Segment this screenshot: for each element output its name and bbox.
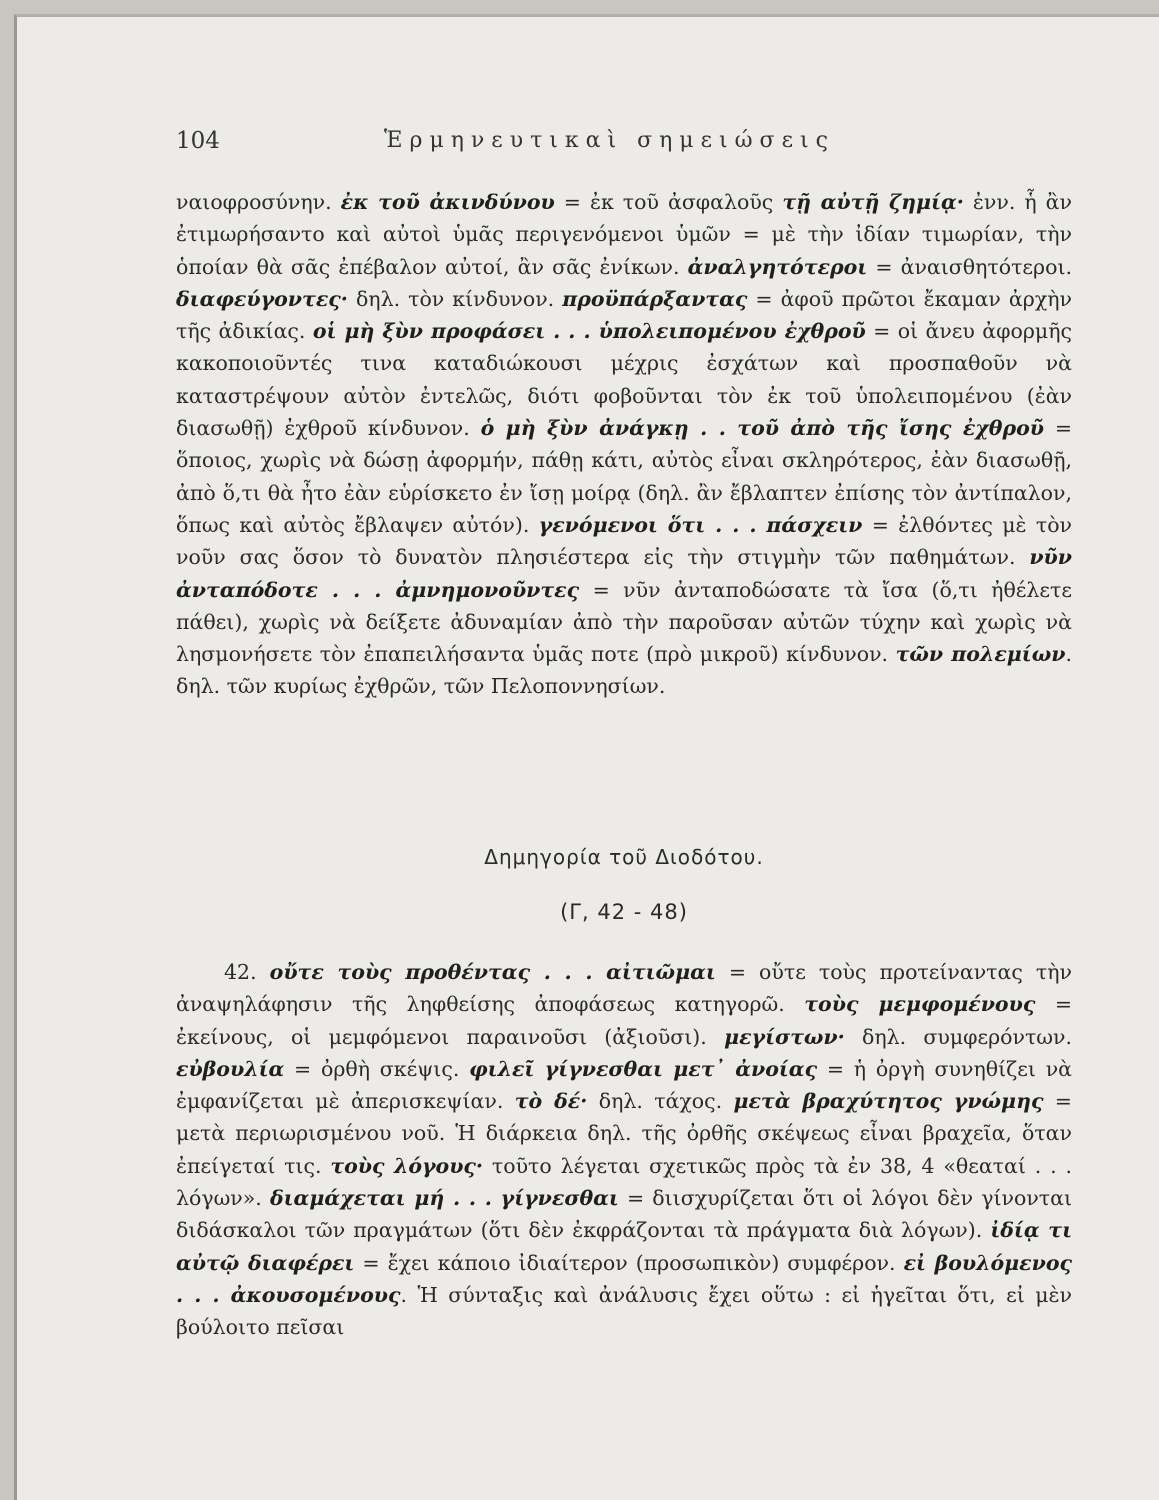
gloss-text: = ἔχει κάποιο ἰδιαίτερον (προσωπικὸν) συμφέρον. <box>354 1250 904 1275</box>
lemma-term: εὐβουλία <box>176 1056 285 1081</box>
gloss-text: = ἐκείνους, οἱ μεμφόμενοι παραινοῦσι (ἀξιοῦσι). <box>176 992 1072 1049</box>
gloss-text: = ἀναισθητότεροι. <box>867 254 1072 279</box>
lemma-term: οἱ μὴ ξὺν προφάσει . . . ὑπολειπομένου ἐχθροῦ <box>312 319 866 344</box>
lemma-term: μεγίστων· <box>724 1024 845 1049</box>
lemma-term: τῶν πολεμίων <box>895 642 1066 667</box>
gloss-text: = οὔτε τοὺς προτείναντας τὴν ἀναψηλάφησιν τῆς ληφθείσης ἀποφάσεως κατηγορῶ. <box>176 960 1072 1017</box>
gloss-text: τοῦτο λέγεται σχετικῶς πρὸς τὰ ἐν 38, 4 «θεαταί . . . λόγων». <box>176 1153 1072 1211</box>
lemma-term: νῦν ἀνταπόδοτε . . . ἀμνημονοῦντες <box>176 545 1072 602</box>
gloss-text: δηλ. τάχος. <box>587 1089 734 1114</box>
gloss-text: = ὀρθὴ σκέψις. <box>284 1056 470 1081</box>
gloss-text: δηλ. συμφερόντων. <box>844 1024 1073 1049</box>
page-number: 104 <box>176 128 220 154</box>
gloss-text: ναιοφροσύνην. <box>176 190 341 214</box>
running-title: Ἑρμηνευτικαὶ σημειώσεις <box>384 128 835 153</box>
lemma-term: τῇ αὐτῇ ζημίᾳ· <box>782 190 964 214</box>
commentary-block-2 <box>176 956 1072 1344</box>
gloss-text: = ἀφοῦ πρῶτοι ἔκαμαν ἀρχὴν τῆς ἀδικίας. <box>176 286 1072 344</box>
gloss-text: = νῦν ἀνταποδώσατε τὰ ἴσα (ὅ,τι ἠθέλετε πάθει), χωρὶς νὰ δείξετε ἀδυναμίαν ἀπὸ τὴν παροῦσαν αὐτῶν τύχην καὶ χωρὶς νὰ λησμονήσετε τὸν ἐπαπειλήσαντα ὑμᾶς ποτε (πρὸ μικροῦ) κίνδυνον. <box>176 577 1072 667</box>
lemma-term: ἀναλγητότεροι <box>687 254 868 279</box>
paragraph-2 <box>176 956 1072 1344</box>
gloss-text: = μετὰ περιωρισμένου νοῦ. Ἡ διάρκεια δηλ. τῆς ὀρθῆς σκέψεως εἶναι βραχεῖα, ὅταν ἐπείγεταί τις. <box>176 1089 1072 1178</box>
gloss-text: = οἱ ἄνευ ἀφορμῆς κακοποιοῦντές τινα καταδιώκουσι μέχρις ἐσχάτων καὶ προσπαθοῦν νὰ καταστρέψουν αὐτὸν ἐντελῶς, διότι φοβοῦνται τὸν ἐκ τοῦ ὑπολειπομένου (ἐὰν διασωθῇ) ἐχθροῦ κίνδυνον. <box>176 319 1072 441</box>
lemma-term: φιλεῖ γίγνεσθαι μετ᾽ ἀνοίας <box>469 1056 818 1081</box>
gloss-text: ἐνν. ἧ ἂν ἐτιμωρήσαντο καὶ αὐτοὶ ὑμᾶς περιγενόμενοι ὑμῶν = μὲ τὴν ἰδίαν τιμωρίαν, τὴν ὁποίαν θὰ σᾶς ἐπέβαλον αὐτοί, ἂν σᾶς ἐνίκων. <box>176 190 1072 279</box>
page-header <box>176 128 876 162</box>
gloss-text: = ἐκ τοῦ ἀσφαλοῦς <box>554 190 783 214</box>
gloss-text: = ἡ ὀργὴ συνηθίζει νὰ ἐμφανίζεται μὲ ἀπερισκεψίαν. <box>176 1056 1072 1114</box>
lemma-term: προϋπάρξαντας <box>562 286 748 311</box>
lemma-term: μετὰ βραχύτητος γνώμης <box>733 1089 1044 1114</box>
lemma-term: ἰδίᾳ τι αὐτῷ διαφέρει <box>176 1218 1073 1275</box>
lemma-term: τὸ δέ· <box>514 1089 588 1114</box>
gloss-text: 42. <box>224 960 270 984</box>
gloss-text: δηλ. τὸν κίνδυνον. <box>347 286 563 311</box>
gloss-text: . Ἡ σύνταξις καὶ ἀνάλυσις ἔχει οὕτω : εἰ ἡγεῖται ὅτι, εἰ μὲν βούλοιτο πεῖσαι <box>176 1282 1072 1340</box>
lemma-term: γενόμενοι ὅτι . . . πάσχειν <box>538 512 863 537</box>
gloss-text: = ὅποιος, χωρὶς νὰ δώσῃ ἀφορμήν, πάθῃ κάτι, αὐτὸς εἶναι σκληρότερος, ἐὰν διασωθῇ, ἀπὸ ὅ,τι θὰ ἦτο ἐὰν εὑρίσκετο ἐν ἴσῃ μοίρᾳ (δηλ. ἂν ἔβλαπτεν ἐπίσης τὸν ἀντίπαλον, ὅπως καὶ αὐτὸς ἔβλαψεν αὐτόν). <box>176 416 1072 537</box>
commentary-block-1 <box>176 186 1072 703</box>
lemma-term: ὁ μὴ ξὺν ἀνάγκῃ . . τοῦ ἀπὸ τῆς ἴσης ἐχθροῦ <box>480 416 1044 441</box>
section-range: (Γ, 42 - 48) <box>560 900 688 924</box>
section-title: Δημηγορία τοῦ Διοδότου. <box>484 845 764 869</box>
lemma-term: τοὺς μεμφομένους <box>804 992 1036 1017</box>
gloss-text: . δηλ. τῶν κυρίως ἐχθρῶν, τῶν Πελοποννησίων. <box>176 642 1073 699</box>
lemma-term: διαφεύγοντες· <box>176 286 348 311</box>
gloss-text: = διισχυρίζεται ὅτι οἱ λόγοι δὲν γίνονται διδάσκαλοι τῶν πραγμάτων (ὅτι δὲν ἐκφράζονται τὰ πράγματα διὰ λόγων). <box>176 1186 1072 1243</box>
gloss-text: = ἐλθόντες μὲ τὸν νοῦν σας ὅσον τὸ δυνατὸν πλησιέστερα εἰς τὴν στιγμὴν τῶν παθημάτων. <box>176 512 1072 570</box>
lemma-term: διαμάχεται μή . . . γίγνεσθαι <box>269 1186 619 1211</box>
paragraph-1 <box>176 186 1072 703</box>
lemma-term: τοὺς λόγους· <box>330 1153 484 1178</box>
lemma-term: οὔτε τοὺς προθέντας . . . αἰτιῶμαι <box>269 960 716 984</box>
lemma-term: εἰ βουλόμενος . . . ἀκουσομένους <box>176 1250 1072 1307</box>
lemma-term: ἐκ τοῦ ἀκινδύνου <box>340 190 555 214</box>
